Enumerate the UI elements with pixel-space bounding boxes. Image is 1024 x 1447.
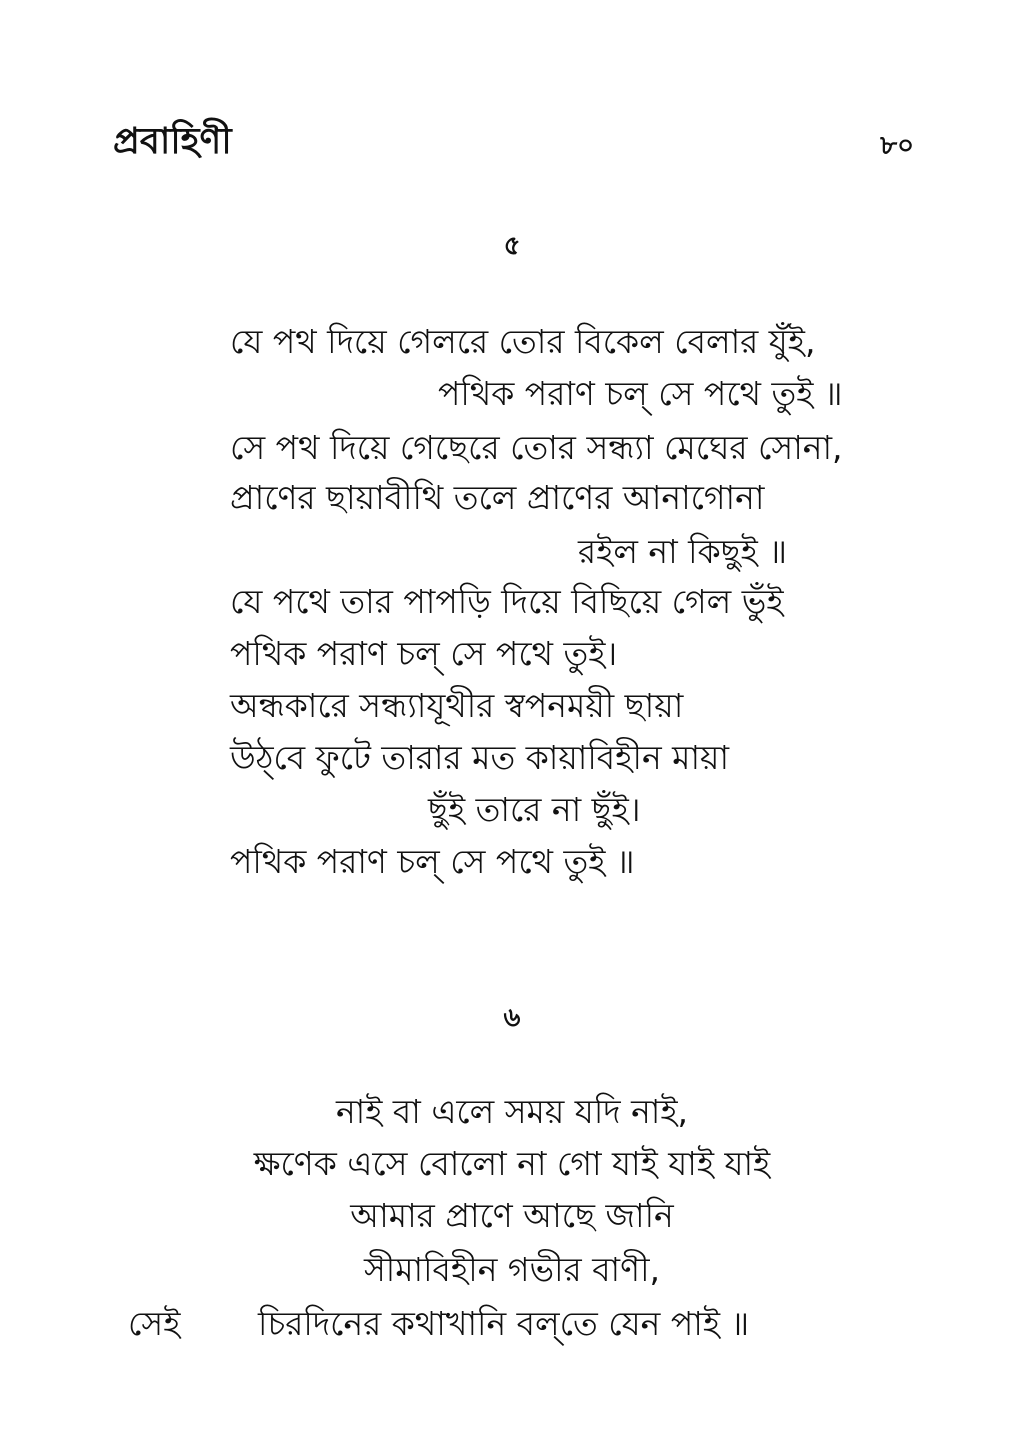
poem-line: রইল না কিছুই ॥ <box>578 532 788 571</box>
poem-line: পথিক পরাণ চল্‌ সে পথে তুই ॥ <box>230 842 635 881</box>
poem-line: প্রাণের ছায়াবীথি তলে প্রাণের আনাগোনা <box>230 478 765 517</box>
poem-line: ক্ষণেক এসে বোলো না গো যাই যাই যাই <box>253 1144 771 1183</box>
poem-line: যে পথ দিয়ে গেলরে তোর বিকেল বেলার যুঁই, <box>230 322 816 361</box>
poem-line: ছুঁই তারে না ছুঁই। <box>428 790 641 829</box>
poem-line: আমার প্রাণে আছে জানি <box>350 1196 674 1235</box>
poem-line: চিরদিনের কথাখানি বল্‌তে যেন পাই ॥ <box>258 1304 750 1343</box>
book-title: প্রবাহিণী <box>113 121 232 162</box>
page-number: ৮০ <box>880 131 914 161</box>
poem-line: সীমাবিহীন গভীর বাণী, <box>363 1250 661 1289</box>
poem-line: পথিক পরাণ চল্‌ সে পথে তুই ॥ <box>438 374 843 413</box>
poem-line: উঠ্‌বে ফুটে তারার মত কায়াবিহীন মায়া <box>230 738 730 777</box>
poem-line: যে পথে তার পাপড়ি দিয়ে বিছিয়ে গেল ভুঁই <box>230 582 784 621</box>
poem-line: পথিক পরাণ চল্‌ সে পথে তুই। <box>230 634 618 673</box>
poem-line: অন্ধকারে সন্ধ্যাযূথীর স্বপনময়ী ছায়া <box>230 686 684 725</box>
song-number-6: ৬ <box>503 1003 521 1033</box>
poem-line-lead-word: সেই <box>128 1304 181 1343</box>
poem-line: সে পথ দিয়ে গেছেরে তোর সন্ধ্যা মেঘের সোনা, <box>230 428 843 467</box>
poem-line: নাই বা এলে সময় যদি নাই, <box>335 1092 689 1131</box>
song-number-5: ৫ <box>503 231 521 261</box>
